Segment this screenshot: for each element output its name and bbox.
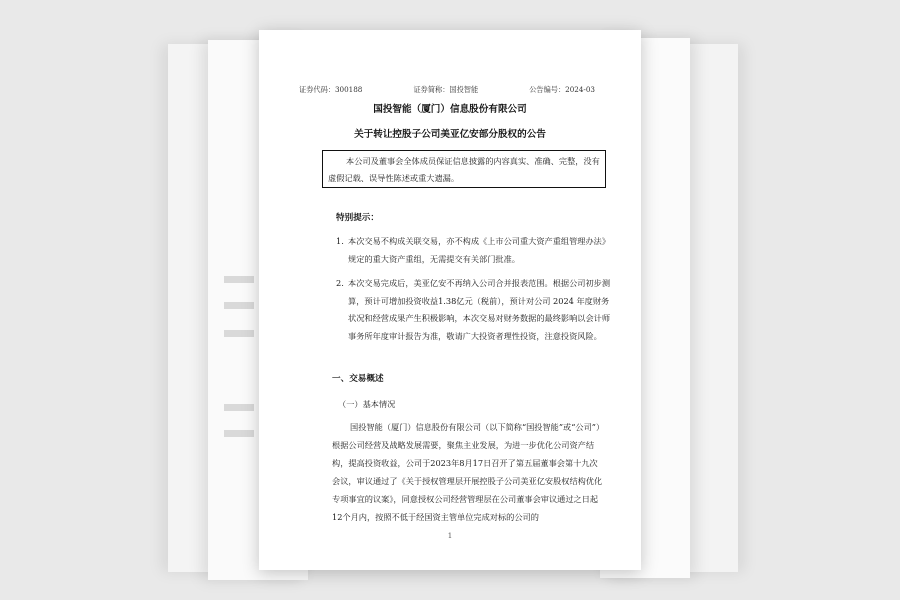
ghost-text-line	[224, 330, 254, 337]
stock-code: 证券代码：300188	[299, 85, 363, 94]
document-page	[259, 30, 641, 570]
item-number: 1.	[336, 236, 344, 246]
ghost-text-line	[224, 302, 254, 309]
announcement-header	[299, 81, 595, 99]
company-name: 国投智能（厦门）信息股份有限公司	[373, 104, 527, 115]
ghost-text-line	[224, 430, 254, 437]
item-text: 本次交易不构成关联交易，亦不构成《上市公司重大资产重组管理办法》规定的重大资产重组，无需提交有关部门批准。	[348, 236, 611, 264]
special-item	[336, 233, 610, 268]
announcement-title: 关于转让控股子公司美亚亿安部分股权的公告	[354, 129, 546, 140]
item-number: 2.	[336, 278, 344, 288]
ghost-text-line	[224, 276, 254, 283]
special-item	[336, 275, 610, 345]
section-heading: 一、交易概述	[332, 374, 384, 384]
disclaimer-box: 本公司及董事会全体成员保证信息披露的内容真实、准确、完整，没有虚假记载、误导性陈述或重大遗漏。	[322, 150, 606, 188]
page-number: 1	[447, 532, 453, 540]
announcement-number: 公告编号：2024-03	[529, 85, 595, 94]
special-notice-heading: 特别提示：	[336, 213, 379, 223]
body-paragraph: 国投智能（厦门）信息股份有限公司（以下简称“国投智能”或“公司”）根据公司经营及战略发展需要，聚焦主业发展，为进一步优化公司资产结构，提高投资收益，公司于2023年8月17日召开了第五届董事会第十九次会议，审议通过了《关于授权管理层开展控股子公司美亚亿安股权结构优化专项事宜的议案》，同意授权公司经营管理层在公司董事会审议通过之日起12个月内，按照不低于经国资主管单位完成对标的公司的	[332, 422, 603, 522]
stock-abbreviation: 证券简称：国投智能	[413, 85, 479, 94]
subsection-heading: （一）基本情况	[338, 399, 396, 409]
ghost-text-line	[224, 404, 254, 411]
item-text: 本次交易完成后，美亚亿安不再纳入公司合并报表范围。根据公司初步测算，预计可增加投资收益1.38亿元（税前），预计对公司 2024 年度财务状况和经营成果产生积极影响，本次交易对财务数据的最终影响以会计师事务所年度审计报告为准，敬请广大投资者理性投资，注意投资风险。	[348, 278, 611, 341]
